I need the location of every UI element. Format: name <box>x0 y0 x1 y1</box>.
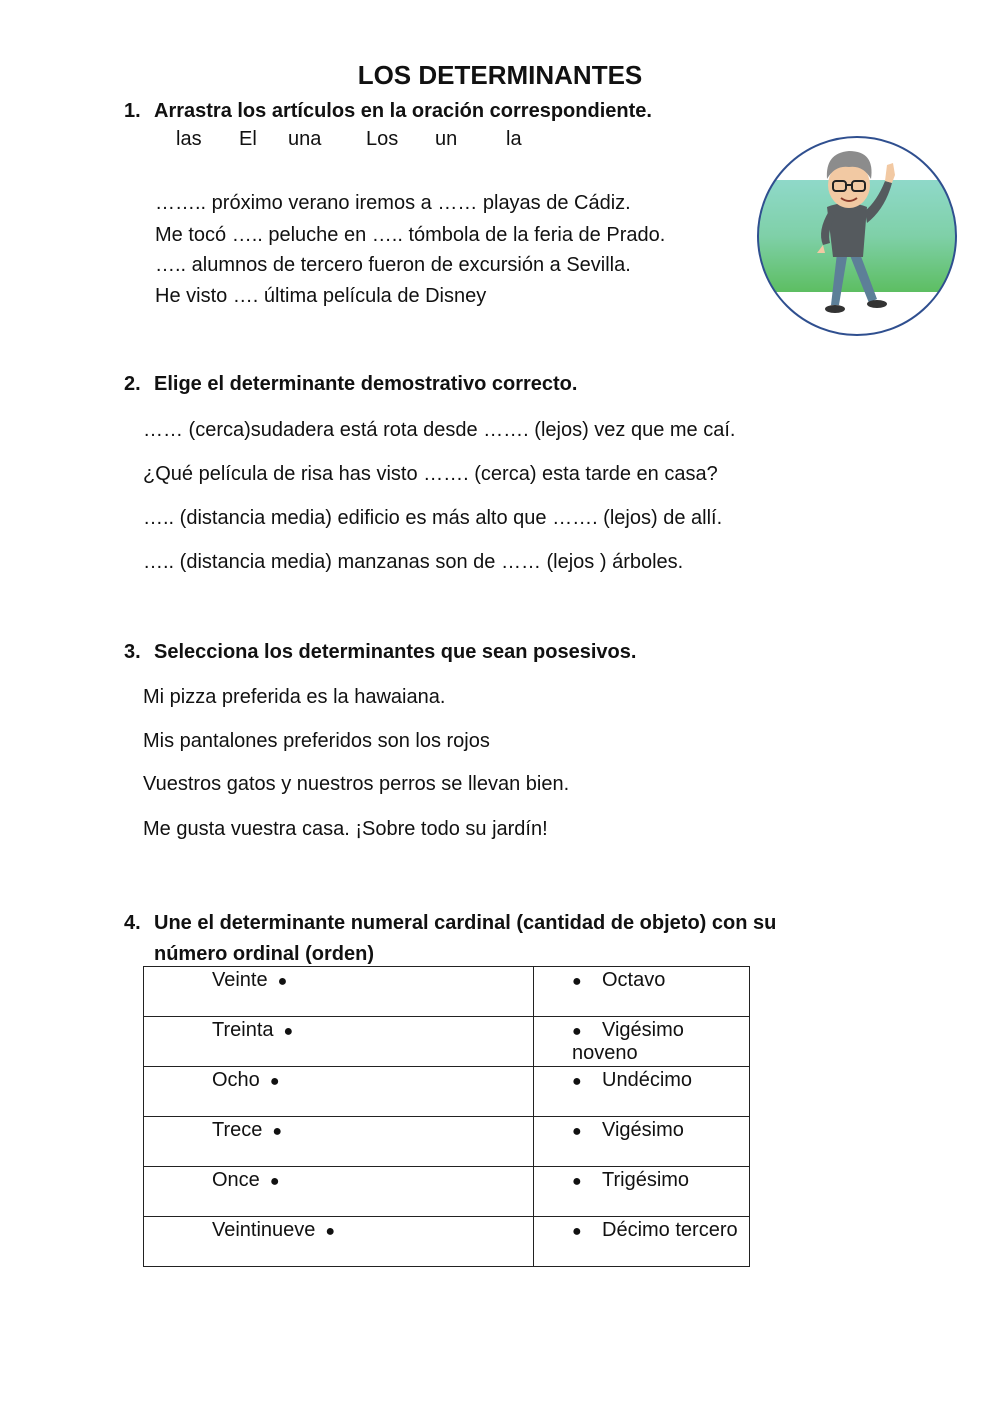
word-bank-item[interactable]: una <box>288 128 322 150</box>
cardinal-label: Ocho <box>212 1069 260 1091</box>
section-1-sentence[interactable]: …….. próximo verano iremos a …… playas de Cádiz. <box>155 192 631 214</box>
ordinal-cell[interactable] <box>534 1067 750 1117</box>
connector-dot[interactable]: ● <box>269 1173 280 1190</box>
ordinal-cell[interactable] <box>534 1167 750 1217</box>
section-3-sentence[interactable]: Vuestros gatos y nuestros perros se llevan bien. <box>143 773 570 795</box>
connector-dot[interactable]: ● <box>283 1023 294 1040</box>
cardinal-label: Veinte <box>212 969 268 991</box>
cardinal-label: Treinta <box>212 1019 274 1041</box>
section-1-heading-text: Arrastra los artículos en la oración correspondiente. <box>154 100 652 122</box>
section-3-sentence[interactable]: Mis pantalones preferidos son los rojos <box>143 730 490 752</box>
section-3-sentence[interactable]: Mi pizza preferida es la hawaiana. <box>143 686 446 708</box>
section-4-number: 4. <box>124 912 141 934</box>
connector-dot[interactable]: ● <box>572 1173 582 1190</box>
section-1-sentence[interactable]: Me tocó ….. peluche en ….. tómbola de la feria de Prado. <box>155 224 666 246</box>
section-3-number: 3. <box>124 641 141 663</box>
matching-table <box>143 966 750 1267</box>
table-row <box>144 1067 750 1117</box>
ordinal-label: Octavo <box>602 969 666 991</box>
cardinal-cell[interactable] <box>144 1117 534 1167</box>
section-2-sentence[interactable]: ….. (distancia media) edificio es más alto que ……. (lejos) de allí. <box>143 507 723 529</box>
ordinal-cell[interactable] <box>534 1017 750 1067</box>
ordinal-label: Décimo tercero <box>602 1219 738 1241</box>
word-bank-item[interactable]: las <box>176 128 202 150</box>
table-row <box>144 1167 750 1217</box>
table-row <box>144 1217 750 1267</box>
waving-teacher-avatar-icon <box>751 135 963 337</box>
page-title: LOS DETERMINANTES <box>357 60 643 90</box>
section-3-heading <box>124 641 636 664</box>
section-2-sentence[interactable]: …… (cerca)sudadera está rota desde ……. (lejos) vez que me caí. <box>143 419 736 441</box>
section-1-sentence[interactable]: ….. alumnos de tercero fueron de excursión a Sevilla. <box>155 254 631 276</box>
connector-dot[interactable]: ● <box>572 1073 582 1090</box>
connector-dot[interactable]: ● <box>272 1123 283 1140</box>
ordinal-label: Vigésimo <box>602 1119 684 1141</box>
section-2-sentence[interactable]: ¿Qué película de risa has visto ……. (cerca) esta tarde en casa? <box>143 463 718 485</box>
table-row <box>144 1017 750 1067</box>
cardinal-cell[interactable] <box>144 967 534 1017</box>
cardinal-cell[interactable] <box>144 1167 534 1217</box>
section-2-sentence[interactable]: ….. (distancia media) manzanas son de …… (lejos ) árboles. <box>143 551 684 573</box>
connector-dot[interactable]: ● <box>572 1223 582 1240</box>
word-bank-item[interactable]: la <box>506 128 522 150</box>
word-bank-item[interactable]: El <box>239 128 257 150</box>
ordinal-cell[interactable] <box>534 1117 750 1167</box>
section-1-number: 1. <box>124 100 141 122</box>
section-2-heading <box>124 373 577 396</box>
ordinal-label: Undécimo <box>602 1069 693 1091</box>
cardinal-label: Trece <box>212 1119 263 1141</box>
word-bank-item[interactable]: un <box>435 128 458 150</box>
section-4-heading-line-2: número ordinal (orden) <box>154 943 374 965</box>
cardinal-cell[interactable] <box>144 1067 534 1117</box>
word-bank-item[interactable]: Los <box>366 128 399 150</box>
connector-dot[interactable]: ● <box>572 973 582 990</box>
cardinal-label: Once <box>212 1169 260 1191</box>
connector-dot[interactable]: ● <box>572 1123 582 1140</box>
section-2-number: 2. <box>124 373 141 395</box>
table-row <box>144 967 750 1017</box>
word-bank <box>176 128 522 151</box>
section-1-sentence[interactable]: He visto …. última película de Disney <box>155 285 487 307</box>
section-3-sentence[interactable]: Me gusta vuestra casa. ¡Sobre todo su jardín! <box>143 818 548 840</box>
cardinal-label: Veintinueve <box>212 1219 316 1241</box>
connector-dot[interactable]: ● <box>269 1073 280 1090</box>
ordinal-label: Vigésimo noveno <box>572 1019 684 1064</box>
ordinal-label: Trigésimo <box>602 1169 690 1191</box>
ordinal-cell[interactable] <box>534 1217 750 1267</box>
section-3-heading-text: Selecciona los determinantes que sean posesivos. <box>154 641 637 663</box>
section-1-heading <box>124 100 652 123</box>
section-4-heading-line-1: Une el determinante numeral cardinal (cantidad de objeto) con su <box>154 912 777 934</box>
section-4-heading <box>124 908 776 970</box>
connector-dot[interactable]: ● <box>572 1023 582 1040</box>
cardinal-cell[interactable] <box>144 1217 534 1267</box>
ordinal-cell[interactable] <box>534 967 750 1017</box>
cardinal-cell[interactable] <box>144 1017 534 1067</box>
connector-dot[interactable]: ● <box>277 973 288 990</box>
connector-dot[interactable]: ● <box>325 1223 336 1240</box>
section-2-heading-text: Elige el determinante demostrativo correcto. <box>154 373 578 395</box>
table-row <box>144 1117 750 1167</box>
